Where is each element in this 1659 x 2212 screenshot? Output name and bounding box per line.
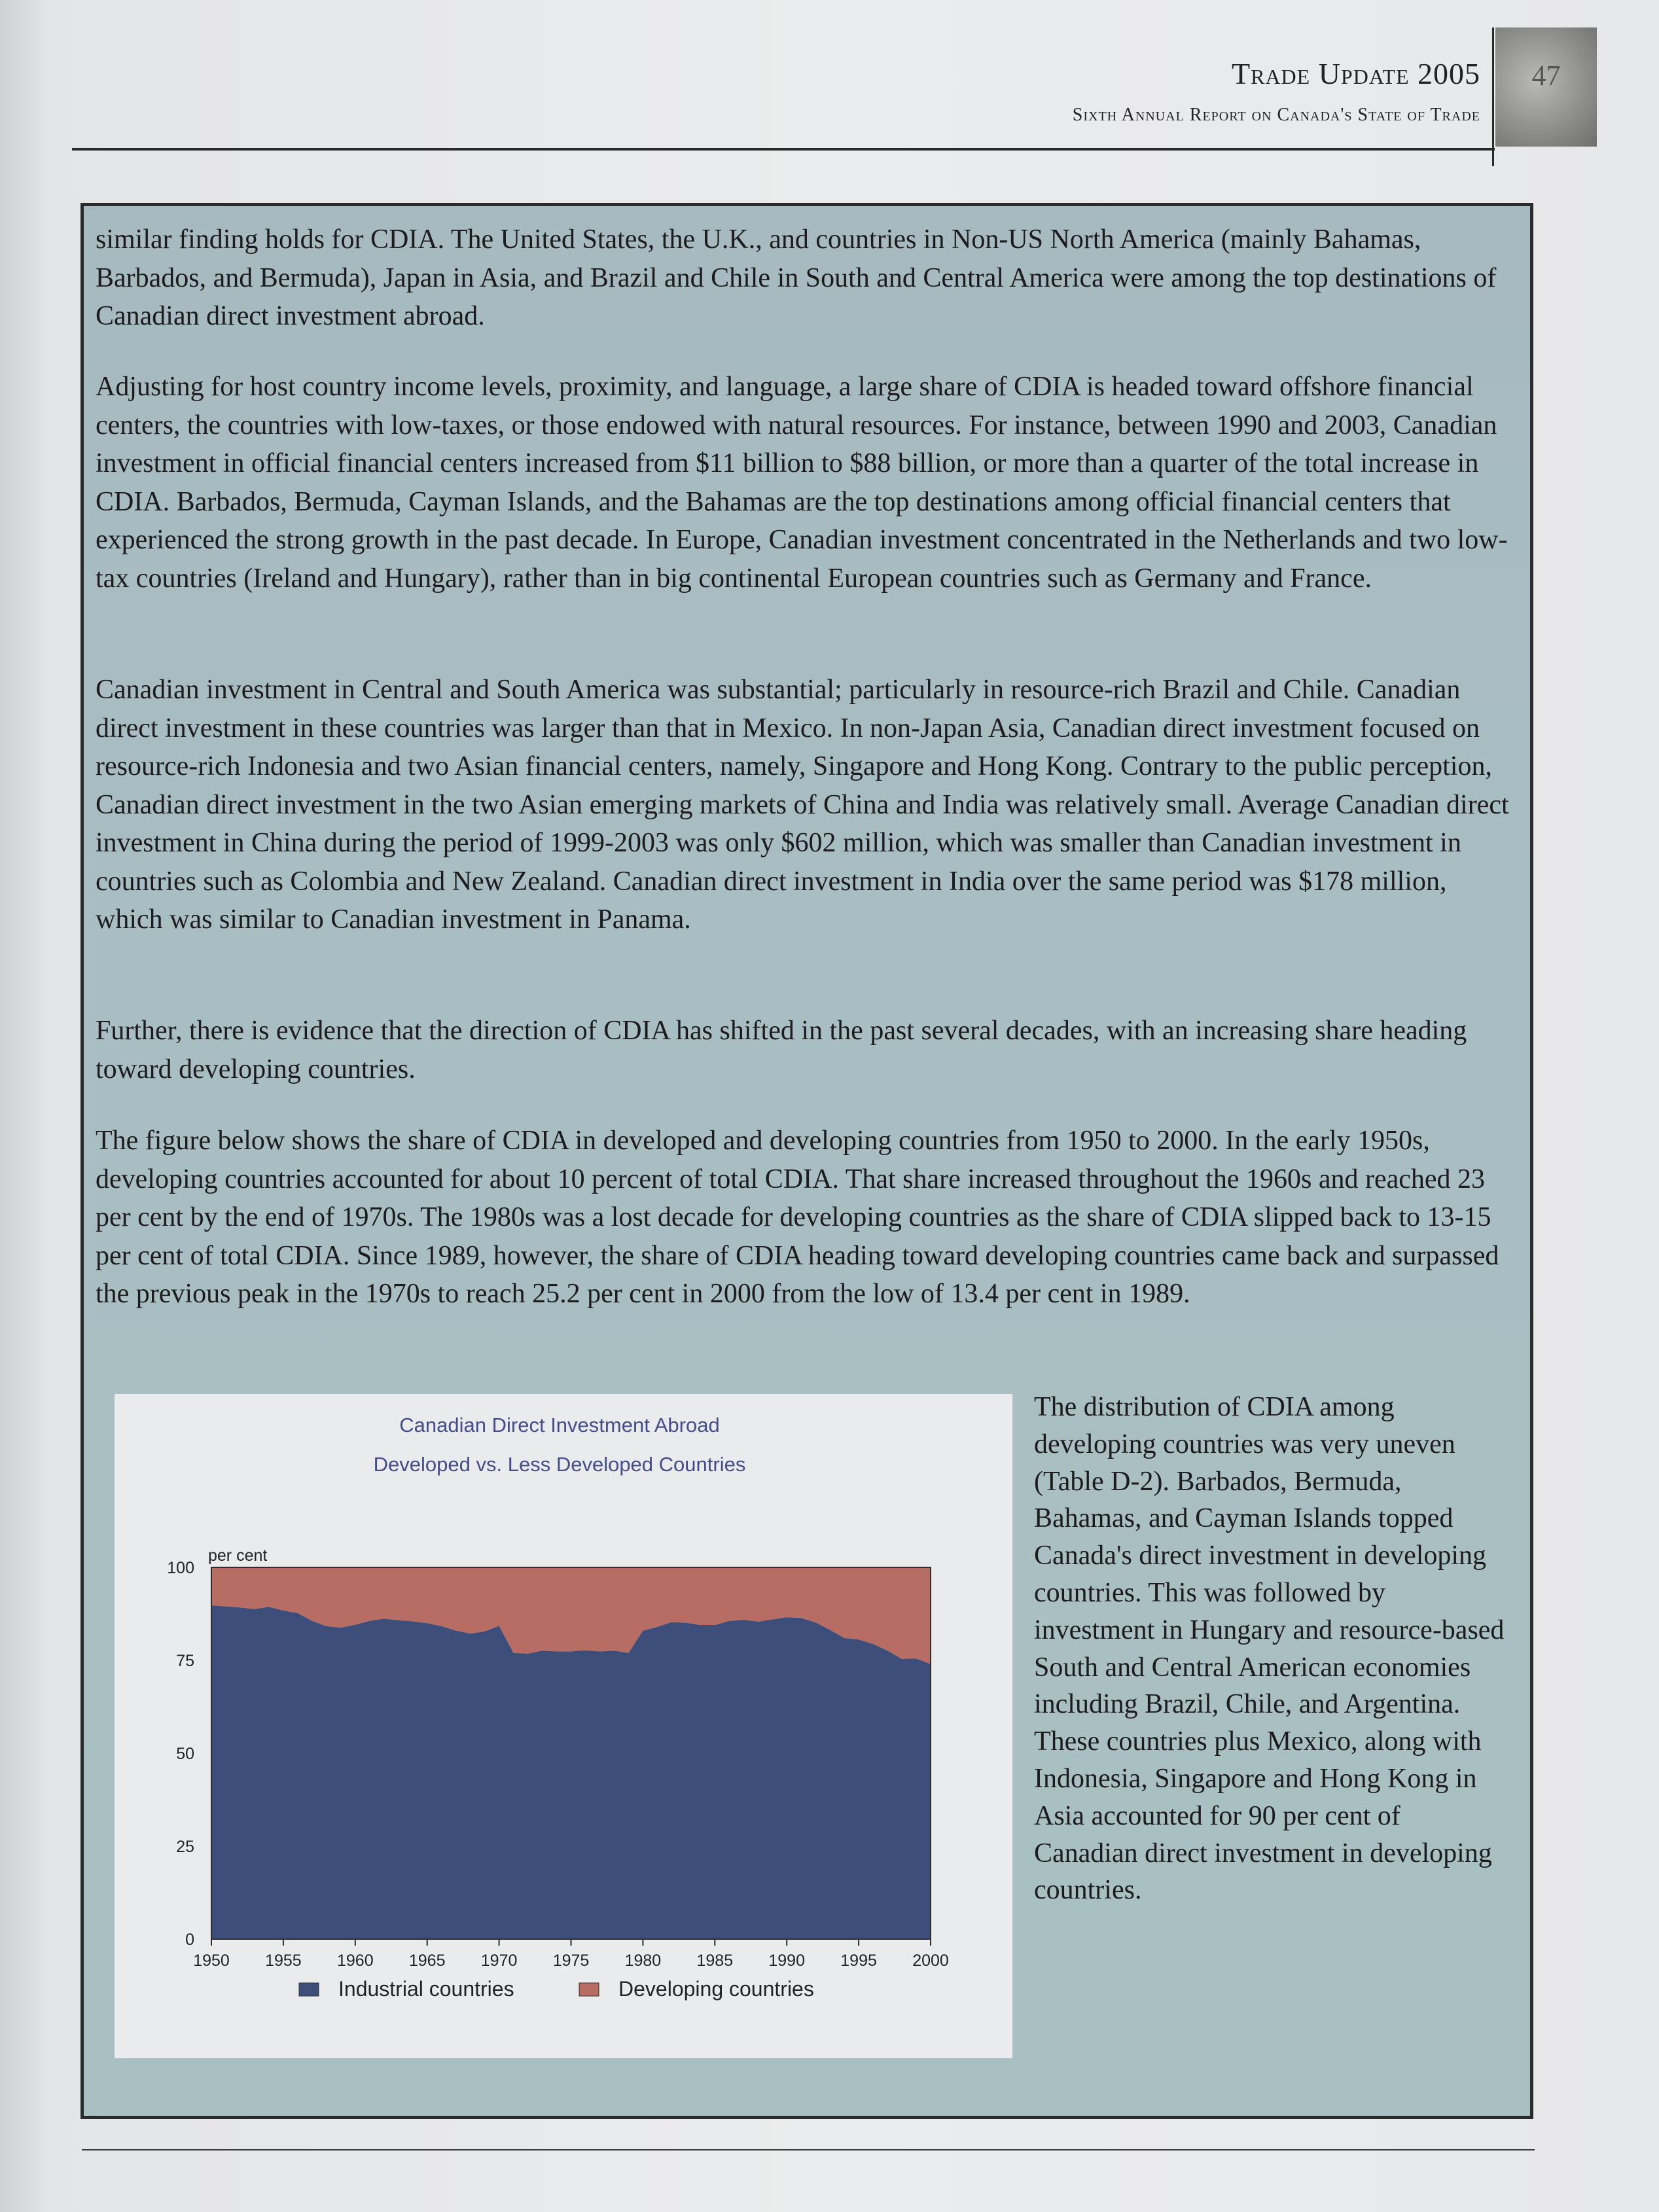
legend-label: Industrial countries <box>338 1977 514 2001</box>
y-tick-label: 25 <box>176 1838 194 1856</box>
header-rule <box>72 148 1495 151</box>
legend-swatch <box>299 1983 319 1996</box>
body-paragraph-1: similar finding holds for CDIA. The United States, the U.K., and countries in Non-US North America (mainly Bahamas, Barbados, and Bermuda), Japan in Asia, and Brazil and Chile in South and Central America were among the top destinations of Canadian direct investment abroad. <box>96 224 1497 331</box>
y-tick-label: 100 <box>167 1559 194 1577</box>
legend-swatch <box>579 1983 599 1996</box>
header-subtitle: Sixth Annual Report on Canada's State of Trade <box>1072 105 1480 125</box>
x-tick-label: 1985 <box>696 1952 734 1970</box>
header-divider <box>1492 27 1494 166</box>
y-tick-label: 75 <box>176 1652 194 1670</box>
footer-rule <box>82 2149 1535 2150</box>
area-layer <box>211 1567 931 1939</box>
chart-title: Canadian Direct Investment Abroad <box>399 1414 720 1436</box>
x-tick-label: 1960 <box>336 1952 374 1970</box>
y-axis-label: per cent <box>208 1546 268 1565</box>
body-paragraph-4: Further, there is evidence that the direction of CDIA has shifted in the past several decades, with an increasing share heading toward developing countries. <box>96 1016 1467 1084</box>
x-tick-label: 1975 <box>552 1952 590 1970</box>
legend-label: Developing countries <box>618 1977 814 2001</box>
x-tick-label: 1965 <box>408 1952 446 1970</box>
chart-legend <box>299 1977 814 2001</box>
y-tick-label: 50 <box>176 1745 194 1763</box>
cdia-area-chart <box>115 1394 1012 2058</box>
chart-panel <box>115 1394 1012 2058</box>
industrial-countries-area <box>211 1605 931 1939</box>
body-paragraph-5: The figure below shows the share of CDIA in developed and developing countries from 1950 to 2000. In the early 1950s, developing countries accounted for about 10 percent of total CDIA. That share increased throughout the 1960s and reached 23 per cent by the end of 1970s. The 1980s was a lost decade for developing countries as the share of CDIA slipped back to 13-15 per cent of total CDIA. Since 1989, however, the share of CDIA heading toward developing countries came back and surpassed the previous peak in the 1970s to reach 25.2 per cent in 2000 from the low of 13.4 per cent in 1989. <box>96 1126 1499 1309</box>
chart-subtitle: Developed vs. Less Developed Countries <box>373 1453 746 1476</box>
x-tick-label: 1980 <box>624 1952 662 1970</box>
x-tick-label: 2000 <box>912 1952 949 1970</box>
body-paragraph-2: Adjusting for host country income levels, proximity, and language, a large share of CDIA is headed toward offshore financial centers, the countries with low-taxes, or those endowed with natural resources. For instance, between 1990 and 2003, Canadian investment in official financial centers increased from $11 billion to $88 billion, or more than a quarter of the total increase in CDIA. Barbados, Bermuda, Cayman Islands, and the Bahamas are the top destinations among official financial centers that experienced the strong growth in the past decade. In Europe, Canadian investment concentrated in the Netherlands and two low-tax countries (Ireland and Hungary), rather than in big continental European countries such as Germany and France. <box>96 372 1508 594</box>
x-tick-label: 1995 <box>840 1952 877 1970</box>
page-number-tab <box>1495 27 1597 147</box>
body-paragraph-3: Canadian investment in Central and South America was substantial; particularly in resource-rich Brazil and Chile. Canadian direct investment in these countries was larger than that in Mexico. In non-Japan Asia, Canadian direct investment focused on resource-rich Indonesia and two Asian financial centers, namely, Singapore and Hong Kong. Contrary to the public perception, Canadian direct investment in the two Asian emerging markets of China and India was relatively small. Average Canadian direct investment in China during the period of 1999-2003 was only $602 million, which was smaller than Canadian investment in countries such as Colombia and New Zealand. Canadian direct investment in India over the same period was $178 million, which was similar to Canadian investment in Panama. <box>96 675 1509 935</box>
x-tick-label: 1990 <box>768 1952 806 1970</box>
side-paragraph: The distribution of CDIA among developing countries was very uneven (Table D-2). Barbados, Bermuda, Bahamas, and Cayman Islands topped Canada's direct investment in developing countries. This was followed by investment in Hungary and resource-based South and Central American economies including Brazil, Chile, and Argentina. These countries plus Mexico, along with Indonesia, Singapore and Hong Kong in Asia accounted for 90 per cent of Canadian direct investment in developing countries. <box>1034 1392 1505 1906</box>
header-title: Trade Update 2005 <box>1232 57 1480 90</box>
page-number: 47 <box>1531 60 1561 92</box>
x-tick-label: 1950 <box>193 1952 230 1970</box>
y-tick-label: 0 <box>185 1931 194 1949</box>
x-tick-label: 1955 <box>265 1952 302 1970</box>
x-tick-label: 1970 <box>480 1952 518 1970</box>
